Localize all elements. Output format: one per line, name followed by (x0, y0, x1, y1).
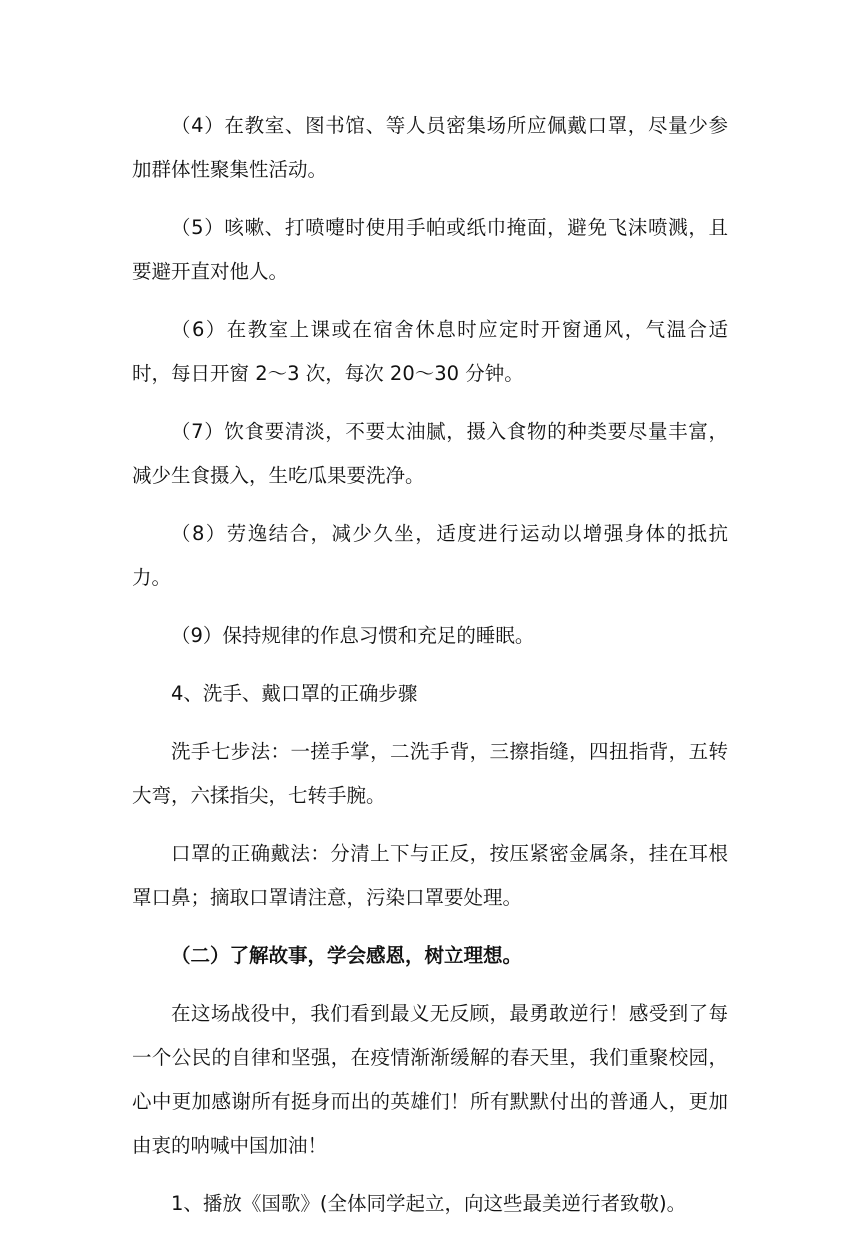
section-heading-part-two: （二）了解故事，学会感恩，树立理想。 (171, 944, 523, 967)
paragraph-item-7: （7）饮食要清淡，不要太油腻，摄入食物的种类要尽量丰富，减少生食摄入，生吃瓜果要洗净。 (132, 420, 728, 487)
section-heading-handwash-mask: 4、洗手、戴口罩的正确步骤 (171, 682, 418, 705)
paragraph-item-5: （5）咳嗽、打喷嚏时使用手帕或纸巾掩面，避免飞沫喷溅，且要避开直对他人。 (132, 216, 728, 283)
paragraph-item-9: （9）保持规律的作息习惯和充足的睡眠。 (171, 624, 535, 647)
paragraph-item-4: （4）在教室、图书馆、等人员密集场所应佩戴口罩，尽量少参加群体性聚集性活动。 (132, 114, 728, 181)
paragraph-handwash-steps: 洗手七步法：一搓手掌，二洗手背，三擦指缝，四扭指背，五转大弯，六揉指尖，七转手腕。 (132, 740, 728, 807)
paragraph-national-anthem: 1、播放《国歌》(全体同学起立，向这些最美逆行者致敬)。 (171, 1192, 687, 1215)
paragraph-mask-steps: 口罩的正确戴法：分清上下与正反，按压紧密金属条，挂在耳根罩口鼻；摘取口罩请注意，污染口罩要处理。 (132, 842, 728, 909)
paragraph-gratitude: 在这场战役中，我们看到最义无反顾，最勇敢逆行！感受到了每一个公民的自律和坚强，在疫情渐渐缓解的春天里，我们重聚校园，心中更加感谢所有挺身而出的英雄们！所有默默付出的普通人，更加由衷的呐喊中国加油！ (132, 1002, 728, 1157)
document-body (132, 104, 728, 1240)
paragraph-item-8: （8）劳逸结合，减少久坐，适度进行运动以增强身体的抵抗力。 (132, 522, 728, 589)
paragraph-item-6: （6）在教室上课或在宿舍休息时应定时开窗通风，气温合适时，每日开窗 2～3 次，每次 20～30 分钟。 (132, 318, 728, 385)
